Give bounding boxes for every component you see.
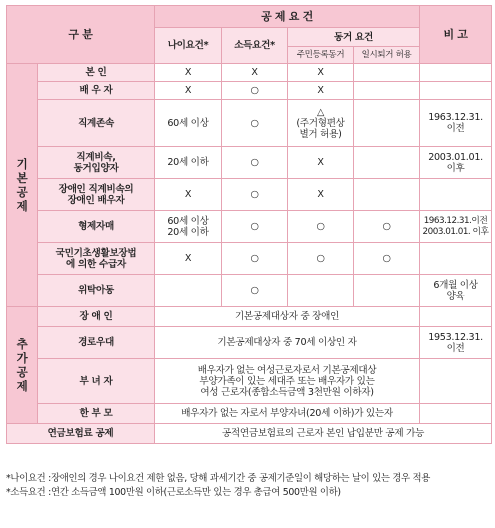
cell-remark <box>420 404 492 424</box>
header-age: 나이요건* <box>155 28 222 64</box>
footnote-text: 장애인의 경우 나이요건 제한 없음, 당해 과세기간 중 공제기준일이 해당하는 날이 있는 경우 적용 <box>50 473 430 484</box>
footnote-key: *소득요건 : <box>6 486 51 498</box>
row-label: 직계비속, 동거입양자 <box>38 147 155 179</box>
row-label: 본 인 <box>38 64 155 82</box>
row-label: 장 애 인 <box>38 307 155 327</box>
header-remark: 비 고 <box>420 6 492 64</box>
cell-remark: 2003.01.01. 이후 <box>420 147 492 179</box>
cell-temporary <box>354 100 420 147</box>
cell-registered: ○ <box>288 243 354 275</box>
cell-content: 배우자가 없는 여성근로자로서 기본공제대상 부양가족이 있는 세대주 또는 배우자가 있는 여성 근로자(종합소득금액 3천만원 이하자) <box>155 359 420 404</box>
cell-content: 배우자가 없는 자로서 부양자녀(20세 이하)가 있는자 <box>155 404 420 424</box>
row-label: 위탁아동 <box>38 275 155 307</box>
cell-remark: 1963.12.31.이전 2003.01.01. 이후 <box>420 211 492 243</box>
footnote-text: 연간 소득금액 100만원 이하(근로소득만 있는 경우 총급여 500만원 이하) <box>50 486 341 498</box>
cell-age: X <box>155 64 222 82</box>
row-label: 경로우대 <box>38 327 155 359</box>
cell-age: X <box>155 179 222 211</box>
cell-age <box>155 275 222 307</box>
cell-remark <box>420 243 492 275</box>
cell-registered: △ (주거형편상 별거 허용) <box>288 100 354 147</box>
cell-registered: X <box>288 147 354 179</box>
footnote-age <box>6 472 491 486</box>
cell-age: 20세 이하 <box>155 147 222 179</box>
cell-temporary <box>354 179 420 211</box>
footnote-income <box>6 486 491 500</box>
group-extra-deduction: 추 가 공 제 <box>7 307 38 424</box>
cell-income: ○ <box>222 82 288 100</box>
header-category: 구 분 <box>7 6 155 64</box>
row-label: 국민기초생활보장법 에 의한 수급자 <box>38 243 155 275</box>
cell-income: ○ <box>222 179 288 211</box>
cell-age: 60세 이상 20세 이하 <box>155 211 222 243</box>
cell-registered: X <box>288 82 354 100</box>
cell-income: ○ <box>222 243 288 275</box>
header-temporary: 일시퇴거 허용 <box>354 47 420 64</box>
cell-remark: 1963.12.31. 이전 <box>420 100 492 147</box>
cell-remark <box>420 82 492 100</box>
cell-registered: X <box>288 64 354 82</box>
cell-content: 기본공제대상자 중 장애인 <box>155 307 420 327</box>
cell-income: ○ <box>222 100 288 147</box>
row-label: 부 녀 자 <box>38 359 155 404</box>
cell-remark <box>420 359 492 404</box>
cell-income: ○ <box>222 147 288 179</box>
header-requirements: 공 제 요 건 <box>155 6 420 28</box>
header-living: 동거 요건 <box>288 28 420 47</box>
header-registered: 주민등록동거 <box>288 47 354 64</box>
deduction-table <box>6 5 492 444</box>
cell-age: X <box>155 243 222 275</box>
cell-remark <box>420 307 492 327</box>
cell-temporary: ○ <box>354 211 420 243</box>
cell-temporary <box>354 64 420 82</box>
header-income: 소득요건* <box>222 28 288 64</box>
cell-temporary: ○ <box>354 243 420 275</box>
cell-registered: ○ <box>288 211 354 243</box>
pension-content: 공적연금보험료의 근로자 본인 납입분만 공제 가능 <box>155 424 492 444</box>
row-label: 장애인 직계비속의 장애인 배우자 <box>38 179 155 211</box>
cell-remark <box>420 64 492 82</box>
cell-remark: 6개월 이상 양육 <box>420 275 492 307</box>
cell-content: 기본공제대상자 중 70세 이상인 자 <box>155 327 420 359</box>
cell-age: 60세 이상 <box>155 100 222 147</box>
cell-temporary <box>354 275 420 307</box>
cell-age: X <box>155 82 222 100</box>
group-basic-deduction: 기 본 공 제 <box>7 64 38 307</box>
cell-temporary <box>354 82 420 100</box>
row-label: 형제자매 <box>38 211 155 243</box>
cell-income: ○ <box>222 275 288 307</box>
cell-remark <box>420 179 492 211</box>
row-label: 한 부 모 <box>38 404 155 424</box>
footnotes <box>6 472 491 499</box>
row-label: 배 우 자 <box>38 82 155 100</box>
row-label: 직계존속 <box>38 100 155 147</box>
cell-temporary <box>354 147 420 179</box>
footnote-key: *나이요건 : <box>6 473 51 484</box>
cell-income: ○ <box>222 211 288 243</box>
cell-registered: X <box>288 179 354 211</box>
cell-income: X <box>222 64 288 82</box>
cell-remark: 1953.12.31. 이전 <box>420 327 492 359</box>
cell-registered <box>288 275 354 307</box>
pension-label: 연금보험료 공제 <box>7 424 155 444</box>
